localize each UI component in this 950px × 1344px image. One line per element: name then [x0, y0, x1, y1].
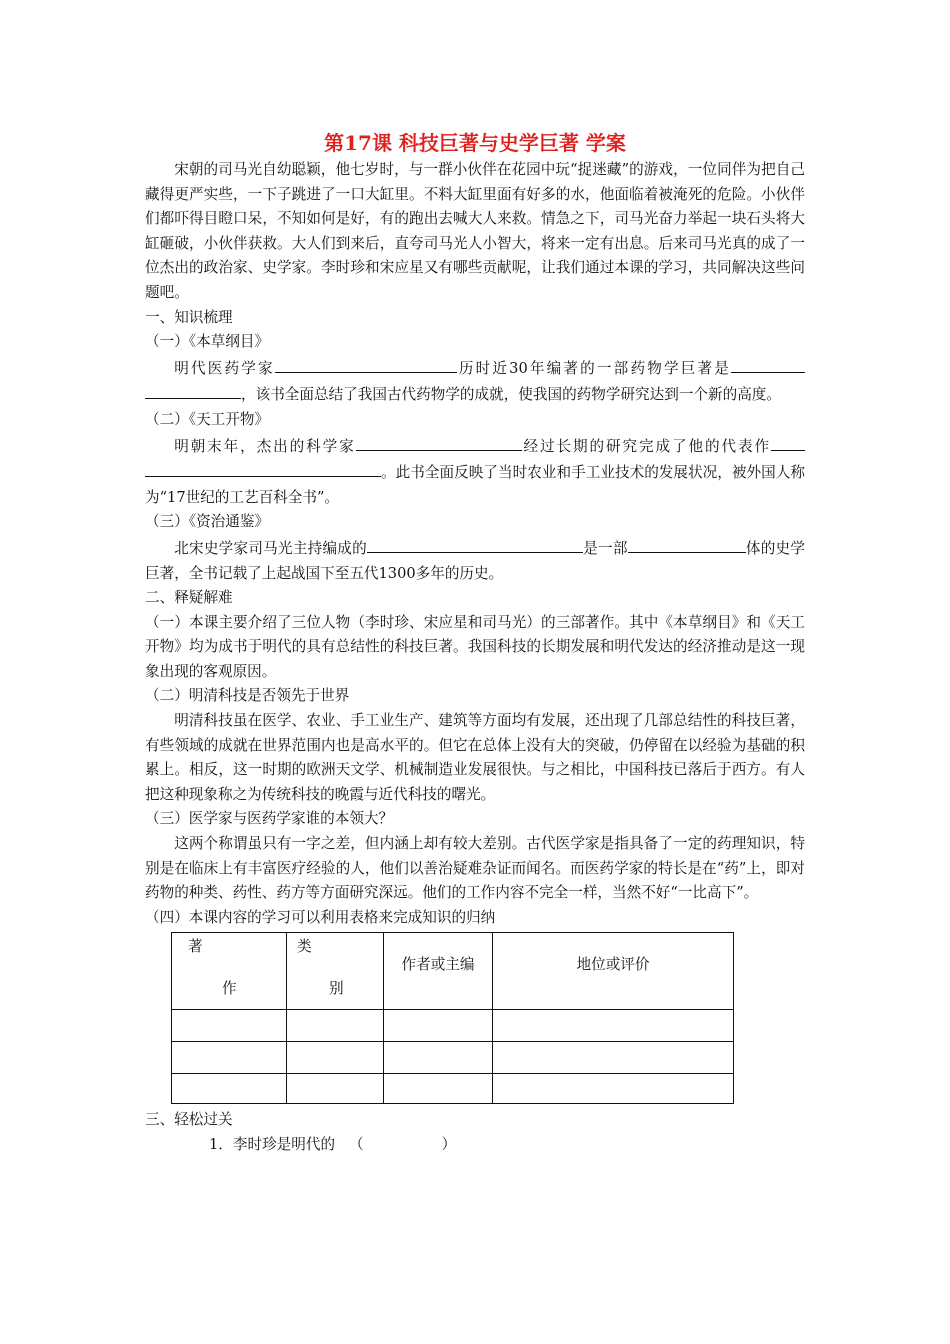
- page-title: 第17课 科技巨著与史学巨著 学案: [324, 131, 626, 155]
- table-cell[interactable]: [287, 1042, 384, 1074]
- sub1-text-1: 明代医药学家: [174, 359, 275, 377]
- sub1-heading: （一）《本草纲目》: [145, 333, 270, 351]
- sub3-paragraph: [145, 535, 805, 586]
- blank-song-yingxing[interactable]: [356, 433, 522, 451]
- blank-bencao-b[interactable]: [145, 381, 241, 399]
- intro-paragraph: 宋朝的司马光自幼聪颖，他七岁时，与一群小伙伴在花园中玩“捉迷藏”的游戏，一位同伴为把自己藏得更严实些，一下子跳进了一口大缸里。不料大缸里面有好多的水，他面临着被淹死的危险。小伙伴们都吓得目瞪口呆，不知如何是好，有的跑出去喊大人来救。情急之下，司马光奋力举起一块石头将大缸砸破，小伙伴获救。大人们到来后，直夸司马光人小智大，将来一定有出息。后来司马光真的成了一位杰出的政治家、史学家。李时珍和宋应星又有哪些贡献呢，让我们通过本课的学习，共同解决这些问题吧。: [145, 161, 805, 301]
- table-cell[interactable]: [287, 1074, 384, 1104]
- header-category-bottom: 别: [329, 980, 344, 998]
- section2-para2: 明清科技虽在医学、农业、手工业生产、建筑等方面均有发展，还出现了几部总结性的科技巨著，有些领域的成就在世界范围内也是高水平的。但它在总体上没有大的突破，仍停留在以经验为基础的积累上。相反，这一时期的欧洲天文学、机械制造业发展很快。与之相比，中国科技已落后于西方。有人把这种现象称之为传统科技的晚霞与近代科技的曙光。: [145, 712, 805, 803]
- section2-para1: （一）本课主要介绍了三位人物（李时珍、宋应星和司马光）的三部著作。其中《本草纲目》和《天工开物》均为成书于明代的具有总结性的科技巨著。我国科技的长期发展和明代发达的经济推动是这一现象出现的客观原因。: [145, 613, 805, 680]
- blank-tiangong-b[interactable]: [145, 459, 381, 477]
- section3-heading: 三、轻松过关: [145, 1111, 233, 1129]
- table-cell[interactable]: [384, 1042, 493, 1074]
- section2-sub4-heading: （四）本课内容的学习可以利用表格来完成知识的归纳: [145, 908, 496, 926]
- table-row: [172, 1074, 734, 1104]
- sub1-text-2: 历时近30年编著的一部药物学巨著是: [456, 359, 731, 377]
- sub2-text-3: 。此书全面反映了当时农业和手工业技术的发展状况，被外国人称为“17世纪的工艺百科全书”。: [145, 464, 805, 506]
- quiz-question-1: [209, 1133, 805, 1158]
- section2-heading: 二、释疑解难: [145, 589, 233, 607]
- header-evaluation: [493, 933, 734, 1010]
- quiz-q1-paren-close: ）: [441, 1136, 457, 1153]
- blank-li-shizhen[interactable]: [275, 355, 457, 373]
- table-cell[interactable]: [172, 1074, 287, 1104]
- header-category: [287, 933, 384, 1010]
- sub2-text-1: 明朝末年，杰出的科学家: [174, 437, 356, 455]
- blank-zizhi-tongjian[interactable]: [367, 535, 583, 553]
- blank-tiangong-a[interactable]: [771, 433, 805, 451]
- table-cell[interactable]: [493, 1074, 734, 1104]
- section2-para3: 这两个称谓虽只有一字之差，但内涵上却有较大差别。古代医学家是指具备了一定的药理知识，特别是在临床上有丰富医疗经验的人，他们以善治疑难杂证而闻名。而医药学家的特长是在“药”上，即对药物的种类、药性、药方等方面研究深远。他们的工作内容不完全一样，当然不好“一比高下”。: [145, 835, 805, 902]
- header-category-top: 类: [297, 938, 312, 956]
- blank-genre[interactable]: [628, 535, 746, 553]
- section2-sub2-heading: （二）明清科技是否领先于世界: [145, 687, 350, 705]
- header-author-label: 作者或主编: [401, 956, 475, 974]
- sub2-heading: （二）《天工开物》: [145, 410, 270, 428]
- table-row: [172, 1042, 734, 1074]
- table-cell[interactable]: [384, 1010, 493, 1042]
- sub3-heading: （三）《资治通鉴》: [145, 513, 270, 531]
- quiz-q1-paren-open: （: [348, 1136, 364, 1153]
- table-cell[interactable]: [493, 1010, 734, 1042]
- table-cell[interactable]: [172, 1010, 287, 1042]
- table-cell[interactable]: [172, 1042, 287, 1074]
- section1-heading: 一、知识梳理: [145, 308, 233, 326]
- worksheet-page: [145, 128, 805, 1158]
- sub3-text-1: 北宋史学家司马光主持编成的: [174, 539, 367, 557]
- blank-bencao-a[interactable]: [731, 355, 805, 373]
- header-evaluation-label: 地位或评价: [576, 956, 650, 974]
- summary-table: [171, 932, 734, 1104]
- table-row: [172, 1010, 734, 1042]
- sub2-text-2: 经过长期的研究完成了他的代表作: [521, 437, 771, 455]
- header-works-top: 著: [188, 938, 203, 956]
- sub3-text-4: 的史学巨著，全书记载了上起战国下至五代1300多年的历史。: [145, 539, 805, 582]
- sub3-text-2: 是一部: [582, 539, 628, 557]
- table-cell[interactable]: [493, 1042, 734, 1074]
- table-cell[interactable]: [287, 1010, 384, 1042]
- quiz-q1-text: 1．李时珍是明代的: [209, 1136, 336, 1153]
- header-works: [172, 933, 287, 1010]
- sub1-text-3: ，该书全面总结了我国古代药物学的成就，使我国的药物学研究达到一个新的高度。: [241, 386, 781, 404]
- header-works-bottom: 作: [222, 980, 237, 998]
- header-author: [384, 933, 493, 1010]
- table-cell[interactable]: [384, 1074, 493, 1104]
- sub3-text-3: 体: [745, 539, 761, 557]
- sub1-paragraph: [145, 355, 805, 408]
- sub2-paragraph: [145, 433, 805, 511]
- section2-sub3-heading: （三）医学家与医药学家谁的本领大？: [145, 810, 394, 828]
- table-header-row: [172, 933, 734, 1010]
